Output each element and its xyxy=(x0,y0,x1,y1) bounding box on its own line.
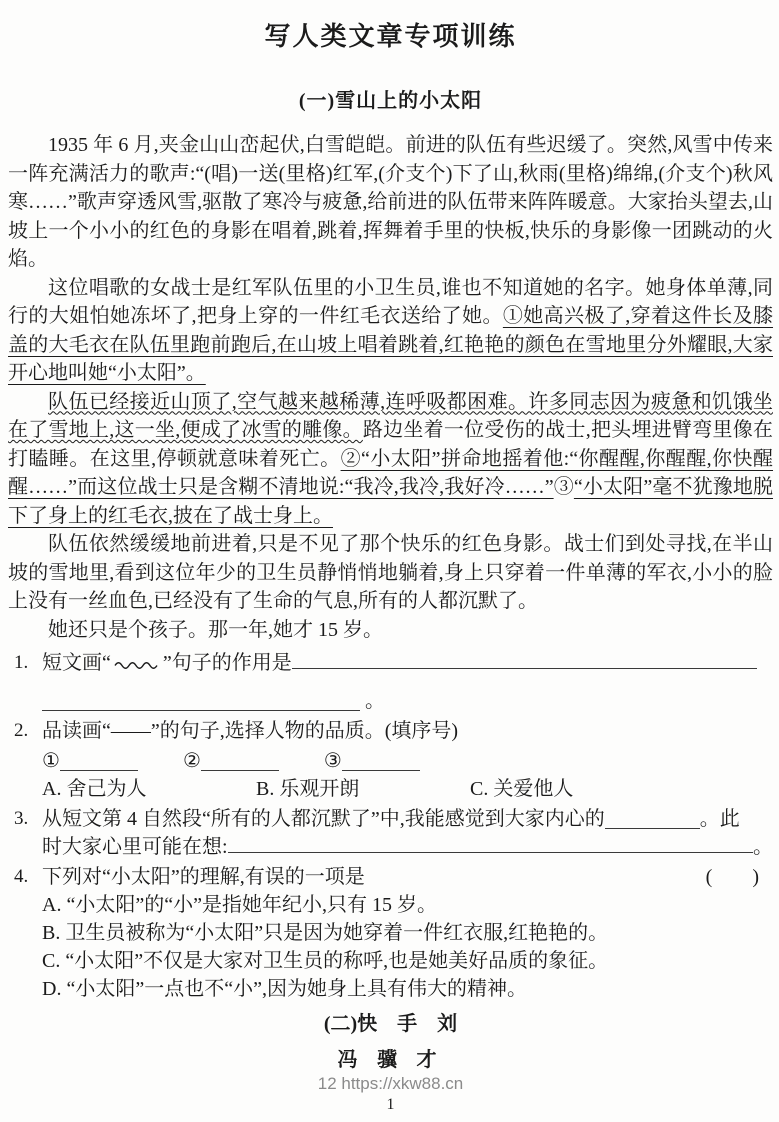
passage-text: 队伍依然缓缓地前进着,只是不见了那个快乐的红色身影。战士们到处寻找,在半山坡的雪地里,看到这位年少的卫生员静悄悄地躺着,身上只穿着一件单薄的军衣,小小的脸上没有一丝血色,已经没有了生命的气息,所有的人都沉默了。 xyxy=(8,533,773,612)
question-1-text-before: 短文画“ xyxy=(42,652,111,674)
circled-number: ③ xyxy=(323,750,342,772)
question-2-text: 品读画“——”的句子,选择人物的品质。(填序号) xyxy=(42,720,459,742)
question-3-number: 3. xyxy=(14,808,29,829)
question-1-line1 xyxy=(42,649,773,677)
passage-text: 1935 年 6 月,夹金山山峦起伏,白雪皑皑。前进的队伍有些迟缓了。突然,风雪中传来一阵充满活力的歌声:“(唱)一送(里格)红军,(介支个)下了山,秋雨(里格)绵绵,(介支个)秋风寒……”歌声穿透风雪,驱散了寒冷与疲惫,给前进的队伍带来阵阵暖意。大家抬头望去,山坡上一个小小的红色的身影在唱着,跳着,挥舞着手里的快板,快乐的身影像一团跳动的火焰。 xyxy=(8,134,773,270)
answer-blank xyxy=(201,751,279,771)
question-3-line2 xyxy=(42,833,773,861)
watermark-url: 12 https://xkw88.cn xyxy=(317,1074,464,1093)
question-2 xyxy=(8,717,773,803)
answer-blank xyxy=(42,691,360,711)
option-item-a: A. 舍己为人 xyxy=(42,778,147,800)
passage xyxy=(8,131,773,644)
wavy-line-icon xyxy=(111,649,163,677)
option-item-d: D. “小太阳”一点也不“小”,因为她身上具有伟大的精神。 xyxy=(42,978,527,1000)
passage-paragraph xyxy=(8,274,773,388)
passage-text: ③ xyxy=(553,476,574,498)
passage-text: 她还只是个孩子。那一年,她才 15 岁。 xyxy=(48,618,383,641)
passage-paragraph xyxy=(8,530,773,616)
question-2-number: 2. xyxy=(14,720,29,741)
author-name: 冯 骥 才 xyxy=(337,1049,444,1071)
answer-blank xyxy=(292,649,757,669)
option-item-c: C. “小太阳”不仅是大家对卫生员的称呼,也是她美好品质的象征。 xyxy=(42,950,609,972)
question-list xyxy=(8,649,773,1003)
question-3-period: 。 xyxy=(753,836,773,858)
section2-heading: (二)快 手 刘 xyxy=(323,1013,458,1035)
option-item-a: A. “小太阳”的“小”是指她年纪小,只有 15 岁。 xyxy=(42,894,437,916)
question-4 xyxy=(8,863,773,1003)
question-2-answer-blanks xyxy=(42,747,773,775)
question-4-stem xyxy=(42,863,773,891)
circled-blank-1 xyxy=(42,747,138,775)
question-3 xyxy=(8,805,773,861)
page-number: 1 xyxy=(386,1096,395,1113)
answer-blank xyxy=(228,833,753,853)
underlined-text: “小太阳”毫不犹豫地脱下了身上的红毛衣,披在了战士身上。 xyxy=(8,476,774,527)
question-4-number: 4. xyxy=(14,866,29,887)
option-item-c: C. 关爱他人 xyxy=(470,778,574,800)
question-3-text-tail: 。此 xyxy=(699,808,740,830)
question-1-period: 。 xyxy=(365,690,385,712)
underlined-text: ①她高兴极了,穿着这件长及膝盖的大毛衣在队伍里跑前跑后,在山坡上唱着跳着,红艳艳的颜色在雪地里分外耀眼,大家开心地叫她“小太阳”。 xyxy=(8,305,774,384)
question-1 xyxy=(8,649,773,715)
option-item-b: B. 卫生员被称为“小太阳”只是因为她穿着一件红衣服,红艳艳的。 xyxy=(42,922,609,944)
option-item-b: B. 乐观开朗 xyxy=(256,778,360,800)
passage-paragraph xyxy=(8,616,773,645)
question-1-line2 xyxy=(42,687,773,715)
wavy-underlined-text: 队伍已经接近山顶了,空气越来越稀薄,连呼吸都困难。许多同志因为疲惫和饥饿坐在了雪地上,这一坐,便成了冰雪的雕像。 xyxy=(8,390,773,441)
answer-blank xyxy=(342,751,420,771)
circled-number: ① xyxy=(42,750,60,772)
underlined-text: ②“小太阳”拼命地摇着他:“你醒醒,你醒醒,你快醒醒……”而这位战士只是含糊不清地说:“我冷,我冷,我好冷……” xyxy=(8,447,774,498)
question-2-options xyxy=(42,775,773,803)
passage-paragraph xyxy=(8,388,773,531)
page-title: 写人类文章专项训练 xyxy=(264,22,517,51)
answer-parentheses: ( ) xyxy=(705,866,759,888)
circled-blank-3 xyxy=(324,747,420,775)
answer-blank xyxy=(605,809,700,829)
question-3-text: 从短文第 4 自然段“所有的人都沉默了”中,我能感觉到大家内心的 xyxy=(42,808,605,830)
circled-blank-2 xyxy=(183,747,279,775)
question-4-text: 下列对“小太阳”的理解,有误的一项是 xyxy=(42,866,365,888)
passage-paragraph xyxy=(8,131,773,274)
question-1-number: 1. xyxy=(14,652,29,673)
passage-text: 这位唱歌的女战士是红军队伍里的小卫生员,谁也不知道她的名字。她身体单薄,同行的大姐怕她冻坏了,把身上穿的一件红毛衣送给了她。 xyxy=(8,276,773,327)
question-1-text-after: ”句子的作用是 xyxy=(162,652,292,674)
circled-number: ② xyxy=(182,750,201,772)
question-3-line1 xyxy=(42,805,773,833)
answer-blank xyxy=(60,751,138,771)
question-3-text-cont: 时大家心里可能在想: xyxy=(42,836,228,858)
passage-text: 路边坐着一位受伤的战士,把头埋进臂弯里像在打瞌睡。在这里,停顿就意味着死亡。 xyxy=(8,419,774,470)
section1-heading: (一)雪山上的小太阳 xyxy=(298,90,483,112)
